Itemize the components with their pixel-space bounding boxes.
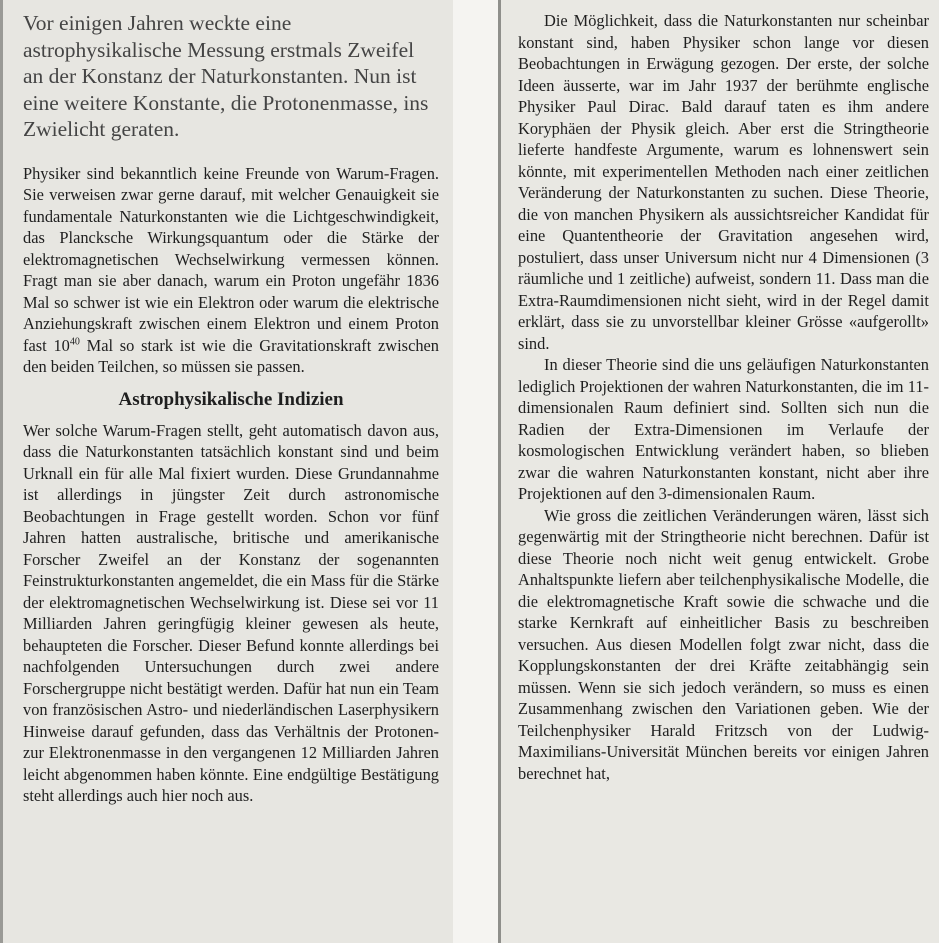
- section-heading: Astrophysikalische Indizien: [118, 388, 344, 410]
- left-column: [0, 0, 453, 943]
- intro-text-part2: Mal so stark ist wie die Gravitationskraft zwischen den beiden Teilchen, so müssen sie passen.: [23, 335, 440, 376]
- right-paragraph-1: Die Möglichkeit, dass die Naturkonstanten nur scheinbar konstant sind, haben Physiker schon lange vor diesen Beobachtungen in Erwägung gezogen. Der erste, der solche Ideen äusserte, war im Jahr 1937 der berühmte englische Physiker Paul Dirac. Bald darauf taten es ihm andere Koryphäen der Physik gleich. Aber erst die Stringtheorie lieferte handfeste Argumente, warum es lohnenswert sein könnte, mit experimentellen Methoden nach einer zeitlichen Veränderung der Naturkonstanten zu suchen. Diese Theorie, die von manchen Physikern als aussichtsreicher Kandidat für eine Quantentheorie der Gravitation angesehen wird, postuliert, dass unser Universum nicht nur 4 Dimensionen (3 räumliche und 1 zeitliche) aufweist, sondern 11. Dass man die Extra-Raumdimensionen nicht sieht, wird in der Regel damit erklärt, dass sie zu unvorstellbar kleiner Grösse «aufgerollt» sind.: [518, 11, 929, 353]
- column-gutter: [453, 0, 498, 943]
- intro-paragraph: [23, 163, 439, 378]
- right-paragraph-2: In dieser Theorie sind die uns geläufigen Naturkonstanten lediglich Projektionen der wahren Naturkonstanten, die im 11-dimensionalen Raum definiert sind. Sollten sich nun die Radien der Extra-Dimensionen im Verlaufe der kosmologischen Entwicklung verändert haben, so blieben zwar die wahren Naturkonstanten konstant, nicht aber ihre Projektionen auf den 3-dimensionalen Raum.: [518, 355, 929, 503]
- intro-text-part1: Physiker sind bekanntlich keine Freunde von Warum-Fragen. Sie verweisen zwar gerne darauf, mit welcher Genauigkeit sie fundamentale Naturkonstanten wie die Lichtgeschwindigkeit, das Plancksche Wirkungsquantum oder die Stärke der elektromagnetischen Wechselwirkung vermessen können. Fragt man sie aber danach, warum ein Proton ungefähr 1836 Mal so schwer ist wie ein Elektron oder warum die elektrische Anziehungskraft zwischen einem Elektron und einem Proton fast 10: [23, 163, 439, 355]
- right-paragraph-3: Wie gross die zeitlichen Veränderungen wären, lässt sich gegenwärtig mit der Stringtheorie nicht berechnen. Dafür ist diese Theorie noch nicht weit genug entwickelt. Grobe Anhaltspunkte liefern aber teilchenphysikalische Modelle, die die elektromagnetische Kraft sowie die schwache und die starke Kernkraft auf einheitlicher Basis zu beschreiben versuchen. Aus diesen Modellen folgt zwar nicht, dass die Kopplungskonstanten der drei Kräfte zeitabhängig sein müssen. Wenn sie sich jedoch verändern, so muss es einen Zusammenhang zwischen den Variationen geben. Wie der Teilchenphysiker Harald Fritzsch von der Ludwig-Maximilians-Universität München bereits vor einigen Jahren berechnet hat,: [518, 505, 929, 783]
- right-column: [498, 0, 939, 943]
- lead-paragraph: Vor einigen Jahren weckte eine astrophysikalische Messung erstmals Zweifel an der Konstanz der Naturkonstanten. Nun ist eine weitere Konstante, die Protonenmasse, ins Zwielicht geraten.: [23, 11, 429, 141]
- exponent: 40: [69, 336, 80, 348]
- section-paragraph: Wer solche Warum-Fragen stellt, geht automatisch davon aus, dass die Naturkonstanten tatsächlich konstant sind und beim Urknall ein für alle Mal fixiert wurden. Diese Grundannahme ist allerdings in jüngster Zeit durch astronomische Beobachtungen in Frage gestellt worden. Schon vor fünf Jahren hatten australische, britische und amerikanische Forscher Zweifel an der Konstanz der sogenannten Feinstrukturkonstanten angemeldet, die ein Mass für die Stärke der elektromagnetischen Wechselwirkung ist. Diese sei vor 11 Milliarden Jahren geringfügig kleiner gewesen als heute, behaupteten die Forscher. Dieser Befund konnte allerdings bei nachfolgenden Untersuchungen durch zwei andere Forschergruppe nicht bestätigt werden. Dafür hat nun ein Team von französischen Astro- und niederländischen Laserphysikern Hinweise darauf gefunden, dass das Verhältnis der Protonen- zur Elektronenmasse in den vergangenen 12 Milliarden Jahren leicht abgenommen haben könnte. Eine endgültige Bestätigung steht allerdings auch hier noch aus.: [23, 420, 439, 805]
